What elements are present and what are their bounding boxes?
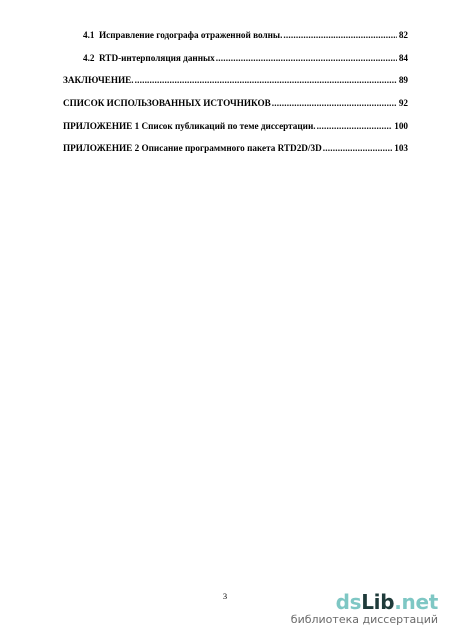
toc-entry-title: ПРИЛОЖЕНИЕ 1 Список публикаций по теме диссертации. bbox=[63, 121, 316, 131]
toc-entry-title: Исправление годографа отраженной волны. bbox=[99, 30, 283, 40]
toc-entry-4-2 bbox=[0, 51, 450, 65]
toc-leader-dots bbox=[283, 28, 396, 42]
toc-entry-number: 4.1 bbox=[83, 30, 95, 40]
toc-entry-row bbox=[63, 141, 408, 155]
toc-entry-page: 82 bbox=[398, 30, 408, 40]
toc-leader-dots bbox=[323, 141, 393, 155]
toc-entry-row bbox=[63, 73, 408, 87]
toc-entry-page: 100 bbox=[394, 121, 408, 131]
toc-entry-title: ПРИЛОЖЕНИЕ 2 Описание программного пакета RTD2D/3D bbox=[63, 143, 322, 153]
toc-entry-conclusion bbox=[0, 73, 450, 87]
toc-leader-dots bbox=[216, 51, 397, 65]
toc-entry-row bbox=[63, 119, 408, 133]
dslib-watermark[interactable] bbox=[291, 592, 438, 625]
toc-entry-row bbox=[99, 51, 408, 65]
toc-entry-page: 92 bbox=[398, 98, 408, 108]
toc-leader-dots bbox=[272, 96, 397, 110]
logo-part-net: .net bbox=[394, 590, 438, 614]
dslib-logo bbox=[291, 592, 438, 612]
toc-entry-page: 103 bbox=[394, 143, 408, 153]
toc-entry-page: 89 bbox=[398, 75, 408, 85]
toc-leader-dots bbox=[135, 73, 397, 87]
toc-entry-4-1 bbox=[0, 28, 450, 42]
toc-entry-appendix-2 bbox=[0, 141, 450, 155]
toc-entry-page: 84 bbox=[398, 53, 408, 63]
logo-part-lib: Lib bbox=[361, 590, 395, 614]
dslib-subtitle: библиотека диссертаций bbox=[290, 613, 438, 626]
toc-entry-appendix-1 bbox=[0, 119, 450, 133]
toc-entry-title: ЗАКЛЮЧЕНИЕ. bbox=[63, 75, 134, 85]
toc-leader-dots bbox=[317, 119, 393, 133]
toc-entry-title: RTD-интерполяция данных bbox=[99, 53, 215, 63]
toc-entry-references bbox=[0, 96, 450, 110]
toc-entry-row bbox=[99, 28, 408, 42]
toc-entry-title: СПИСОК ИСПОЛЬЗОВАННЫХ ИСТОЧНИКОВ bbox=[63, 98, 271, 108]
logo-part-ds: ds bbox=[335, 590, 362, 614]
toc-entry-row bbox=[63, 96, 408, 110]
toc-entry-number: 4.2 bbox=[83, 53, 95, 63]
page-number: 3 bbox=[222, 591, 228, 601]
